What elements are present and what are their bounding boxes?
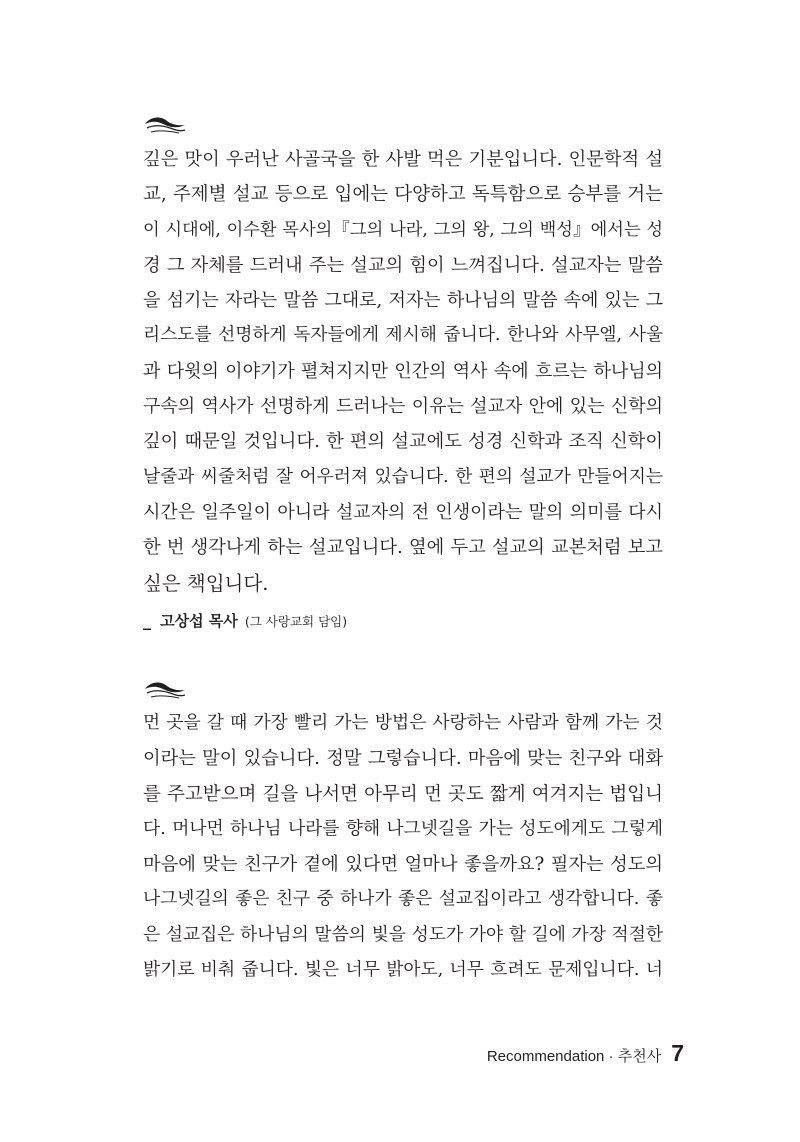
text-line: 날줄과 씨줄처럼 잘 어우러져 있습니다. 한 편의 설교가 만들어지는 <box>143 466 663 487</box>
text-line: 은 설교집은 하나님의 말씀의 빛을 성도가 가야 할 길에 가장 적절한 <box>143 924 663 945</box>
text-line: 깊은 맛이 우러난 사골국을 한 사발 먹은 기분입니다. 인문학적 설 <box>143 149 663 170</box>
text-line: 교, 주제별 설교 등으로 입에는 다양하고 독특함으로 승부를 거는 <box>143 184 663 206</box>
signature-dash: _ <box>143 611 151 630</box>
page-number: 7 <box>671 1040 684 1066</box>
text-line: 먼 곳을 갈 때 가장 빨리 가는 방법은 사랑하는 사람과 함께 가는 것 <box>143 713 663 733</box>
text-line: 한 번 생각나게 하는 설교입니다. 옆에 두고 설교의 교본처럼 보고 <box>143 537 663 559</box>
recommendation-text-1 <box>143 142 663 601</box>
recommendation-text-2 <box>143 706 663 988</box>
text-line: 리스도를 선명하게 독자들에게 제시해 줍니다. 한나와 사무엘, 사울 <box>143 325 663 346</box>
text-line: 과 다윗의 이야기가 펼쳐지지만 인간의 역사 속에 흐르는 하나님의 <box>143 360 663 382</box>
text-line: 이 시대에, 이수환 목사의『그의 나라, 그의 왕, 그의 백성』에서는 성 <box>143 219 663 240</box>
flourish-ornament-icon <box>143 115 187 135</box>
text-line: 구속의 역사가 선명하게 드러나는 이유는 설교자 안에 있는 신학의 <box>143 396 663 418</box>
text-line: 시간은 일주일이 아니라 설교자의 전 인생이라는 말의 의미를 다시 <box>143 501 663 523</box>
recommender-church: (그 사랑교회 담임) <box>244 614 348 629</box>
recommender-signature <box>143 610 347 631</box>
page-footer <box>487 1040 684 1067</box>
text-line: 다. 머나먼 하나님 나라를 향해 나그넷길을 가는 성도에게도 그렇게 <box>143 818 663 839</box>
flourish-ornament-icon <box>143 680 187 700</box>
text-line: 나그넷길의 좋은 친구 중 하나가 좋은 설교집이라고 생각합니다. 좋 <box>143 889 663 910</box>
text-line: 깊이 때문일 것입니다. 한 편의 설교에도 성경 신학과 조직 신학이 <box>143 431 663 453</box>
text-line: 를 주고받으며 길을 나서면 아무리 먼 곳도 짧게 여겨지는 법입니 <box>143 783 663 805</box>
text-line: 이라는 말이 있습니다. 정말 그렇습니다. 마음에 맞는 친구와 대화 <box>143 748 663 770</box>
text-line: 을 섬기는 자라는 말씀 그대로, 저자는 하나님의 말씀 속에 있는 그 <box>143 290 663 312</box>
section-label: Recommendation · 추천사 <box>486 1048 662 1065</box>
text-line: 밝기로 비춰 줍니다. 빛은 너무 밝아도, 너무 흐려도 문제입니다. 너 <box>143 960 663 981</box>
text-line: 싶은 책입니다. <box>143 571 269 595</box>
text-line: 마음에 맞는 친구가 곁에 있다면 얼마나 좋을까요? 필자는 성도의 <box>143 854 663 876</box>
recommender-name: 고상섭 목사 <box>160 612 238 630</box>
text-line: 경 그 자체를 드러내 주는 설교의 힘이 느껴집니다. 설교자는 말씀 <box>143 254 663 276</box>
